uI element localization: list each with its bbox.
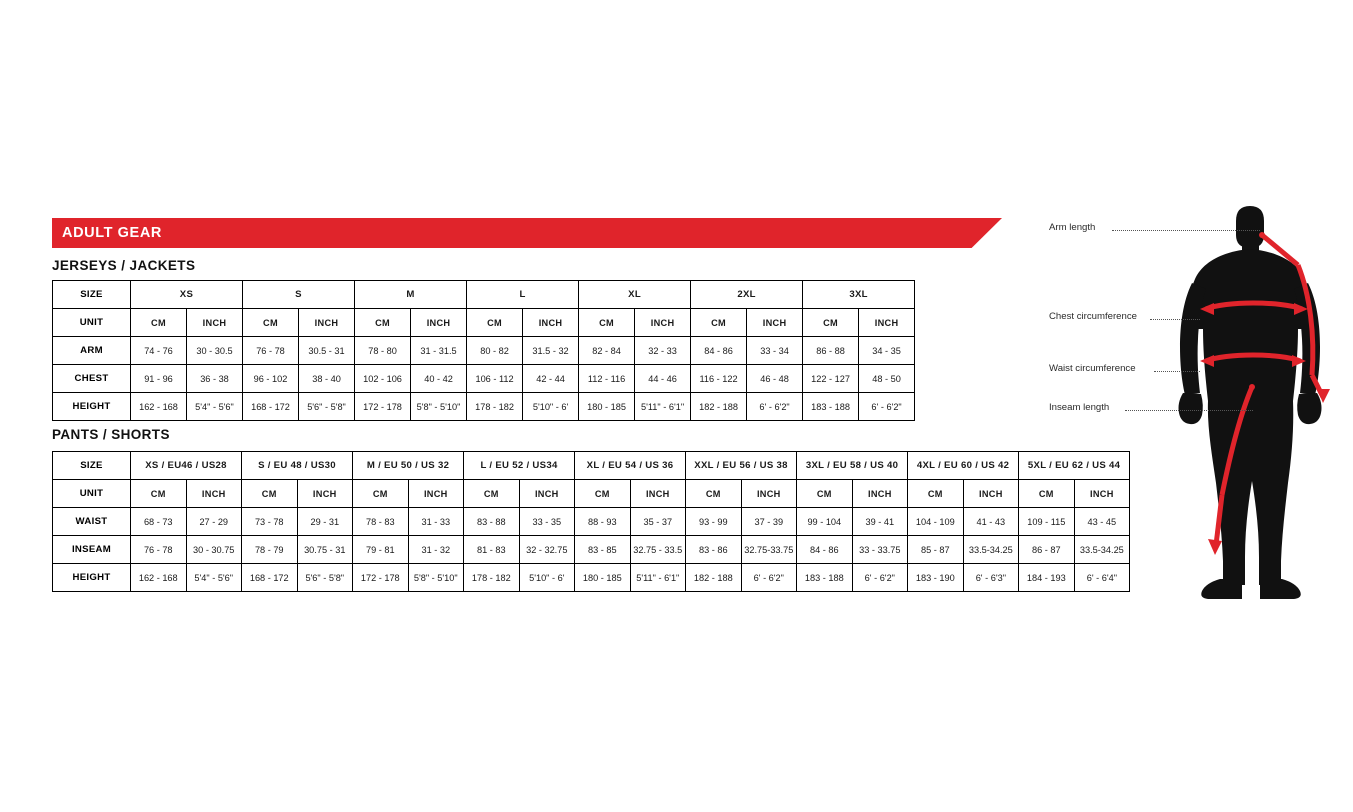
measurement-cell: 35 - 37 (630, 508, 686, 536)
measurement-cell: 83 - 88 (464, 508, 520, 536)
size-header-cell: XXL / EU 56 / US 38 (686, 452, 797, 480)
measurement-cell: 183 - 188 (803, 393, 859, 421)
measurement-cell: 172 - 178 (355, 393, 411, 421)
measurement-figure (1040, 205, 1340, 605)
table-row (53, 564, 1130, 592)
table-header-row-size (53, 281, 915, 309)
measurement-cell: 5'8" - 5'10" (411, 393, 467, 421)
unit-header-cell: CM (131, 480, 187, 508)
measurement-cell: 5'4" - 5'6" (187, 393, 243, 421)
measurement-cell: 82 - 84 (579, 337, 635, 365)
measurement-cell: 5'8" - 5'10" (408, 564, 464, 592)
measurement-cell: 34 - 35 (859, 337, 915, 365)
measurement-cell: 31 - 33 (408, 508, 464, 536)
measurement-cell: 5'10" - 6' (519, 564, 575, 592)
table-header-row-unit (53, 309, 915, 337)
unit-header-cell: INCH (859, 309, 915, 337)
measurement-cell: 180 - 185 (579, 393, 635, 421)
measurement-cell: 76 - 78 (131, 536, 187, 564)
measurement-cell: 32 - 33 (635, 337, 691, 365)
measurement-cell: 74 - 76 (131, 337, 187, 365)
measurement-cell: 5'6" - 5'8" (297, 564, 353, 592)
measurement-cell: 5'10" - 6' (523, 393, 579, 421)
measurement-cell: 68 - 73 (131, 508, 187, 536)
measurement-cell: 33 - 34 (747, 337, 803, 365)
unit-header-cell: CM (131, 309, 187, 337)
size-header-cell: S (243, 281, 355, 309)
measurement-cell: 162 - 168 (131, 393, 187, 421)
size-header-cell: XL / EU 54 / US 36 (575, 452, 686, 480)
measurement-cell: 38 - 40 (299, 365, 355, 393)
banner-shape (52, 218, 1002, 248)
measurement-cell: 31 - 32 (408, 536, 464, 564)
measurement-cell: 42 - 44 (523, 365, 579, 393)
measurement-cell: 168 - 172 (242, 564, 298, 592)
unit-header-cell: CM (1019, 480, 1075, 508)
measurement-cell: 27 - 29 (186, 508, 242, 536)
table-header-row-size (53, 452, 1130, 480)
unit-header-cell: INCH (747, 309, 803, 337)
measurement-cell: 79 - 81 (353, 536, 409, 564)
banner-title: ADULT GEAR (62, 225, 162, 241)
measurement-cell: 91 - 96 (131, 365, 187, 393)
unit-header-cell: INCH (630, 480, 686, 508)
measurement-cell: 37 - 39 (741, 508, 797, 536)
measurement-cell: 183 - 188 (797, 564, 853, 592)
row-label-cell: CHEST (53, 365, 131, 393)
unit-header-cell: CM (797, 480, 853, 508)
measurement-cell: 88 - 93 (575, 508, 631, 536)
measurement-cell: 86 - 88 (803, 337, 859, 365)
measurement-cell: 99 - 104 (797, 508, 853, 536)
table-unit-label: UNIT (53, 309, 131, 337)
unit-header-cell: INCH (523, 309, 579, 337)
unit-header-cell: INCH (186, 480, 242, 508)
measurement-cell: 40 - 42 (411, 365, 467, 393)
size-header-cell: L / EU 52 / US34 (464, 452, 575, 480)
measurement-cell: 30.75 - 31 (297, 536, 353, 564)
unit-header-cell: INCH (297, 480, 353, 508)
measurement-cell: 5'4" - 5'6" (186, 564, 242, 592)
unit-header-cell: CM (579, 309, 635, 337)
table-unit-label: UNIT (53, 480, 131, 508)
row-label-cell: ARM (53, 337, 131, 365)
unit-header-cell: CM (908, 480, 964, 508)
unit-header-cell: INCH (187, 309, 243, 337)
measurement-cell: 182 - 188 (691, 393, 747, 421)
leader-line-arm-length (1112, 230, 1260, 231)
measurement-cell: 6' - 6'2" (747, 393, 803, 421)
size-header-cell: M (355, 281, 467, 309)
unit-header-cell: CM (242, 480, 298, 508)
measurement-cell: 76 - 78 (243, 337, 299, 365)
measurement-cell: 6' - 6'4" (1074, 564, 1130, 592)
unit-header-cell: CM (467, 309, 523, 337)
size-header-cell: L (467, 281, 579, 309)
table-row (53, 393, 915, 421)
measurement-cell: 106 - 112 (467, 365, 523, 393)
unit-header-cell: INCH (741, 480, 797, 508)
unit-header-cell: INCH (408, 480, 464, 508)
measurement-cell: 33 - 33.75 (852, 536, 908, 564)
row-label-cell: HEIGHT (53, 564, 131, 592)
measurement-cell: 122 - 127 (803, 365, 859, 393)
measurement-cell: 178 - 182 (464, 564, 520, 592)
size-header-cell: 3XL / EU 58 / US 40 (797, 452, 908, 480)
measurement-cell: 29 - 31 (297, 508, 353, 536)
measurement-cell: 5'11" - 6'1" (630, 564, 686, 592)
measurement-cell: 168 - 172 (243, 393, 299, 421)
unit-header-cell: CM (353, 480, 409, 508)
pants-size-table (52, 451, 1130, 592)
callout-label-arm-length: Arm length (1049, 222, 1096, 233)
measurement-cell: 31 - 31.5 (411, 337, 467, 365)
measurement-cell: 80 - 82 (467, 337, 523, 365)
leader-line-waist-circumference (1154, 371, 1200, 372)
measurement-cell: 83 - 85 (575, 536, 631, 564)
table-corner-size-label: SIZE (53, 452, 131, 480)
measurement-cell: 32 - 32.75 (519, 536, 575, 564)
measurement-cell: 5'11" - 6'1" (635, 393, 691, 421)
unit-header-cell: CM (243, 309, 299, 337)
measurement-cell: 31.5 - 32 (523, 337, 579, 365)
measurement-cell: 33.5-34.25 (1074, 536, 1130, 564)
size-header-cell: S / EU 48 / US30 (242, 452, 353, 480)
measurement-cell: 84 - 86 (797, 536, 853, 564)
measurement-cell: 104 - 109 (908, 508, 964, 536)
measurement-cell: 48 - 50 (859, 365, 915, 393)
table-corner-size-label: SIZE (53, 281, 131, 309)
measurement-cell: 162 - 168 (131, 564, 187, 592)
measurement-cell: 178 - 182 (467, 393, 523, 421)
unit-header-cell: CM (355, 309, 411, 337)
section-title-pants: PANTS / SHORTS (52, 427, 170, 442)
size-header-cell: XS (131, 281, 243, 309)
measurement-cell: 96 - 102 (243, 365, 299, 393)
unit-header-cell: INCH (963, 480, 1019, 508)
measurement-cell: 183 - 190 (908, 564, 964, 592)
measurement-cell: 6' - 6'2" (852, 564, 908, 592)
measurement-cell: 85 - 87 (908, 536, 964, 564)
size-header-cell: 3XL (803, 281, 915, 309)
measurement-cell: 6' - 6'2" (741, 564, 797, 592)
leader-line-inseam-length (1125, 410, 1253, 411)
measurement-cell: 102 - 106 (355, 365, 411, 393)
table-row (53, 536, 1130, 564)
measurement-cell: 32.75-33.75 (741, 536, 797, 564)
measurement-cell: 30 - 30.75 (186, 536, 242, 564)
unit-header-cell: INCH (519, 480, 575, 508)
unit-header-cell: INCH (852, 480, 908, 508)
measurement-cell: 32.75 - 33.5 (630, 536, 686, 564)
measurement-cell: 6' - 6'3" (963, 564, 1019, 592)
measurement-cell: 116 - 122 (691, 365, 747, 393)
unit-header-cell: INCH (635, 309, 691, 337)
unit-header-cell: CM (686, 480, 742, 508)
size-header-cell: 4XL / EU 60 / US 42 (908, 452, 1019, 480)
size-header-cell: 5XL / EU 62 / US 44 (1019, 452, 1130, 480)
leader-line-chest-circumference (1150, 319, 1200, 320)
measurement-cell: 33 - 35 (519, 508, 575, 536)
measurement-cell: 78 - 80 (355, 337, 411, 365)
callout-label-chest-circumference: Chest circumference (1049, 311, 1137, 322)
measurement-cell: 6' - 6'2" (859, 393, 915, 421)
unit-header-cell: CM (803, 309, 859, 337)
measurement-cell: 109 - 115 (1019, 508, 1075, 536)
callout-label-waist-circumference: Waist circumference (1049, 363, 1136, 374)
measurement-cell: 81 - 83 (464, 536, 520, 564)
table-row (53, 337, 915, 365)
measurement-cell: 184 - 193 (1019, 564, 1075, 592)
measurement-cell: 41 - 43 (963, 508, 1019, 536)
unit-header-cell: CM (691, 309, 747, 337)
unit-header-cell: CM (575, 480, 631, 508)
adult-gear-banner (52, 218, 1002, 248)
table-row (53, 508, 1130, 536)
row-label-cell: INSEAM (53, 536, 131, 564)
row-label-cell: HEIGHT (53, 393, 131, 421)
measurement-cell: 180 - 185 (575, 564, 631, 592)
measurement-cell: 93 - 99 (686, 508, 742, 536)
measurement-cell: 43 - 45 (1074, 508, 1130, 536)
measurement-cell: 73 - 78 (242, 508, 298, 536)
size-header-cell: M / EU 50 / US 32 (353, 452, 464, 480)
measurement-cell: 30.5 - 31 (299, 337, 355, 365)
unit-header-cell: CM (464, 480, 520, 508)
measurement-cell: 172 - 178 (353, 564, 409, 592)
table-row (53, 365, 915, 393)
measurement-cell: 112 - 116 (579, 365, 635, 393)
table-header-row-unit (53, 480, 1130, 508)
measurement-cell: 78 - 83 (353, 508, 409, 536)
unit-header-cell: INCH (411, 309, 467, 337)
measurement-cell: 36 - 38 (187, 365, 243, 393)
section-title-jerseys: JERSEYS / JACKETS (52, 258, 196, 273)
measurement-cell: 33.5-34.25 (963, 536, 1019, 564)
callout-label-inseam-length: Inseam length (1049, 402, 1110, 413)
measurement-cell: 83 - 86 (686, 536, 742, 564)
measurement-cell: 30 - 30.5 (187, 337, 243, 365)
size-header-cell: XS / EU46 / US28 (131, 452, 242, 480)
measurement-cell: 78 - 79 (242, 536, 298, 564)
measurement-cell: 44 - 46 (635, 365, 691, 393)
row-label-cell: WAIST (53, 508, 131, 536)
measurement-cell: 86 - 87 (1019, 536, 1075, 564)
measurement-cell: 39 - 41 (852, 508, 908, 536)
unit-header-cell: INCH (299, 309, 355, 337)
measurement-cell: 5'6" - 5'8" (299, 393, 355, 421)
jerseys-size-table (52, 280, 915, 421)
size-header-cell: XL (579, 281, 691, 309)
measurement-cell: 46 - 48 (747, 365, 803, 393)
measurement-cell: 182 - 188 (686, 564, 742, 592)
size-header-cell: 2XL (691, 281, 803, 309)
measurement-cell: 84 - 86 (691, 337, 747, 365)
unit-header-cell: INCH (1074, 480, 1130, 508)
